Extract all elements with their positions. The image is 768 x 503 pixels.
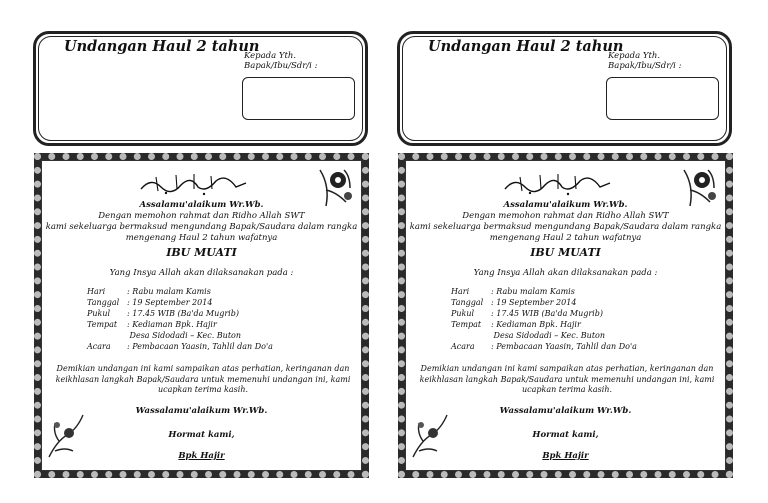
greeting: Assalamu'alaikum Wr.Wb. xyxy=(503,200,628,210)
detail-row: Pukul : 17.45 WIB (Ba'da Mugrib) xyxy=(87,309,239,318)
intro-line-3: mengenang Haul 2 tahun wafatnya xyxy=(489,233,642,243)
wassalam: Wassalamu'alaikum Wr.Wb. xyxy=(135,406,268,416)
regards: Hormat kami, xyxy=(532,430,599,440)
schedule-intro: Yang Insya Allah akan dilaksanakan pada : xyxy=(109,268,294,278)
detail-row: Tanggal : 19 September 2014 xyxy=(87,298,213,307)
closing-paragraph: Demikian undangan ini kami sampaikan atas perhatian, keringanan dan keikhlasan langkah Bapak/Saudara untuk memenuhi undangan ini, kami ucapkan terima kasih. xyxy=(55,364,351,394)
invitation-card-right xyxy=(398,153,733,478)
detail-row: Hari : Rabu malam Kamis xyxy=(87,287,211,296)
recipient-line-1: Kepada Yth. xyxy=(608,51,661,61)
envelope-right xyxy=(397,31,732,146)
greeting: Assalamu'alaikum Wr.Wb. xyxy=(139,200,264,210)
recipient-line-2: Bapak/Ibu/Sdr/i : xyxy=(608,61,682,71)
intro-line-1: Dengan memohon rahmat dan Ridho Allah SWT xyxy=(462,211,669,221)
recipient-line-1: Kepada Yth. xyxy=(244,51,297,61)
intro-line-3: mengenang Haul 2 tahun wafatnya xyxy=(125,233,278,243)
intro-line-2: kami sekeluarga bermaksud mengundang Bapak/Saudara dalam rangka xyxy=(409,222,722,232)
envelope-title: Undangan Haul 2 tahun xyxy=(64,38,260,55)
detail-row: Tempat : Kediaman Bpk. Hajir xyxy=(451,320,581,329)
basmala-calligraphy xyxy=(136,169,251,197)
envelope-recipient xyxy=(608,51,681,71)
envelope-title: Undangan Haul 2 tahun xyxy=(428,38,624,55)
detail-row: Tempat : Kediaman Bpk. Hajir xyxy=(87,320,217,329)
signer-name: Bpk Hajir xyxy=(542,451,589,461)
detail-row: Pukul : 17.45 WIB (Ba'da Mugrib) xyxy=(451,309,603,318)
closing-paragraph: Demikian undangan ini kami sampaikan atas perhatian, keringanan dan keikhlasan langkah Bapak/Saudara untuk memenuhi undangan ini, kami ucapkan terima kasih. xyxy=(419,364,715,394)
address-box xyxy=(606,77,719,120)
schedule-intro: Yang Insya Allah akan dilaksanakan pada : xyxy=(473,268,658,278)
detail-row: Tanggal : 19 September 2014 xyxy=(451,298,577,307)
recipient-line-2: Bapak/Ibu/Sdr/i : xyxy=(244,61,318,71)
detail-row: Hari : Rabu malam Kamis xyxy=(451,287,575,296)
deceased-name: IBU MUATI xyxy=(530,246,601,259)
envelope-left xyxy=(33,31,368,146)
detail-row: Desa Sidodadi – Kec. Buton xyxy=(491,331,606,340)
signer-name: Bpk Hajir xyxy=(178,451,225,461)
deceased-name: IBU MUATI xyxy=(166,246,237,259)
intro-line-1: Dengan memohon rahmat dan Ridho Allah SWT xyxy=(98,211,305,221)
wassalam: Wassalamu'alaikum Wr.Wb. xyxy=(499,406,632,416)
address-box xyxy=(242,77,355,120)
detail-row: Acara : Pembacaan Yaasin, Tahlil dan Do'a xyxy=(451,342,637,351)
detail-row: Acara : Pembacaan Yaasin, Tahlil dan Do'a xyxy=(87,342,273,351)
intro-line-2: kami sekeluarga bermaksud mengundang Bapak/Saudara dalam rangka xyxy=(45,222,358,232)
regards: Hormat kami, xyxy=(168,430,235,440)
detail-row: Desa Sidodadi – Kec. Buton xyxy=(127,331,242,340)
basmala-calligraphy xyxy=(500,169,615,197)
invitation-card-left xyxy=(34,153,369,478)
envelope-recipient xyxy=(244,51,317,71)
